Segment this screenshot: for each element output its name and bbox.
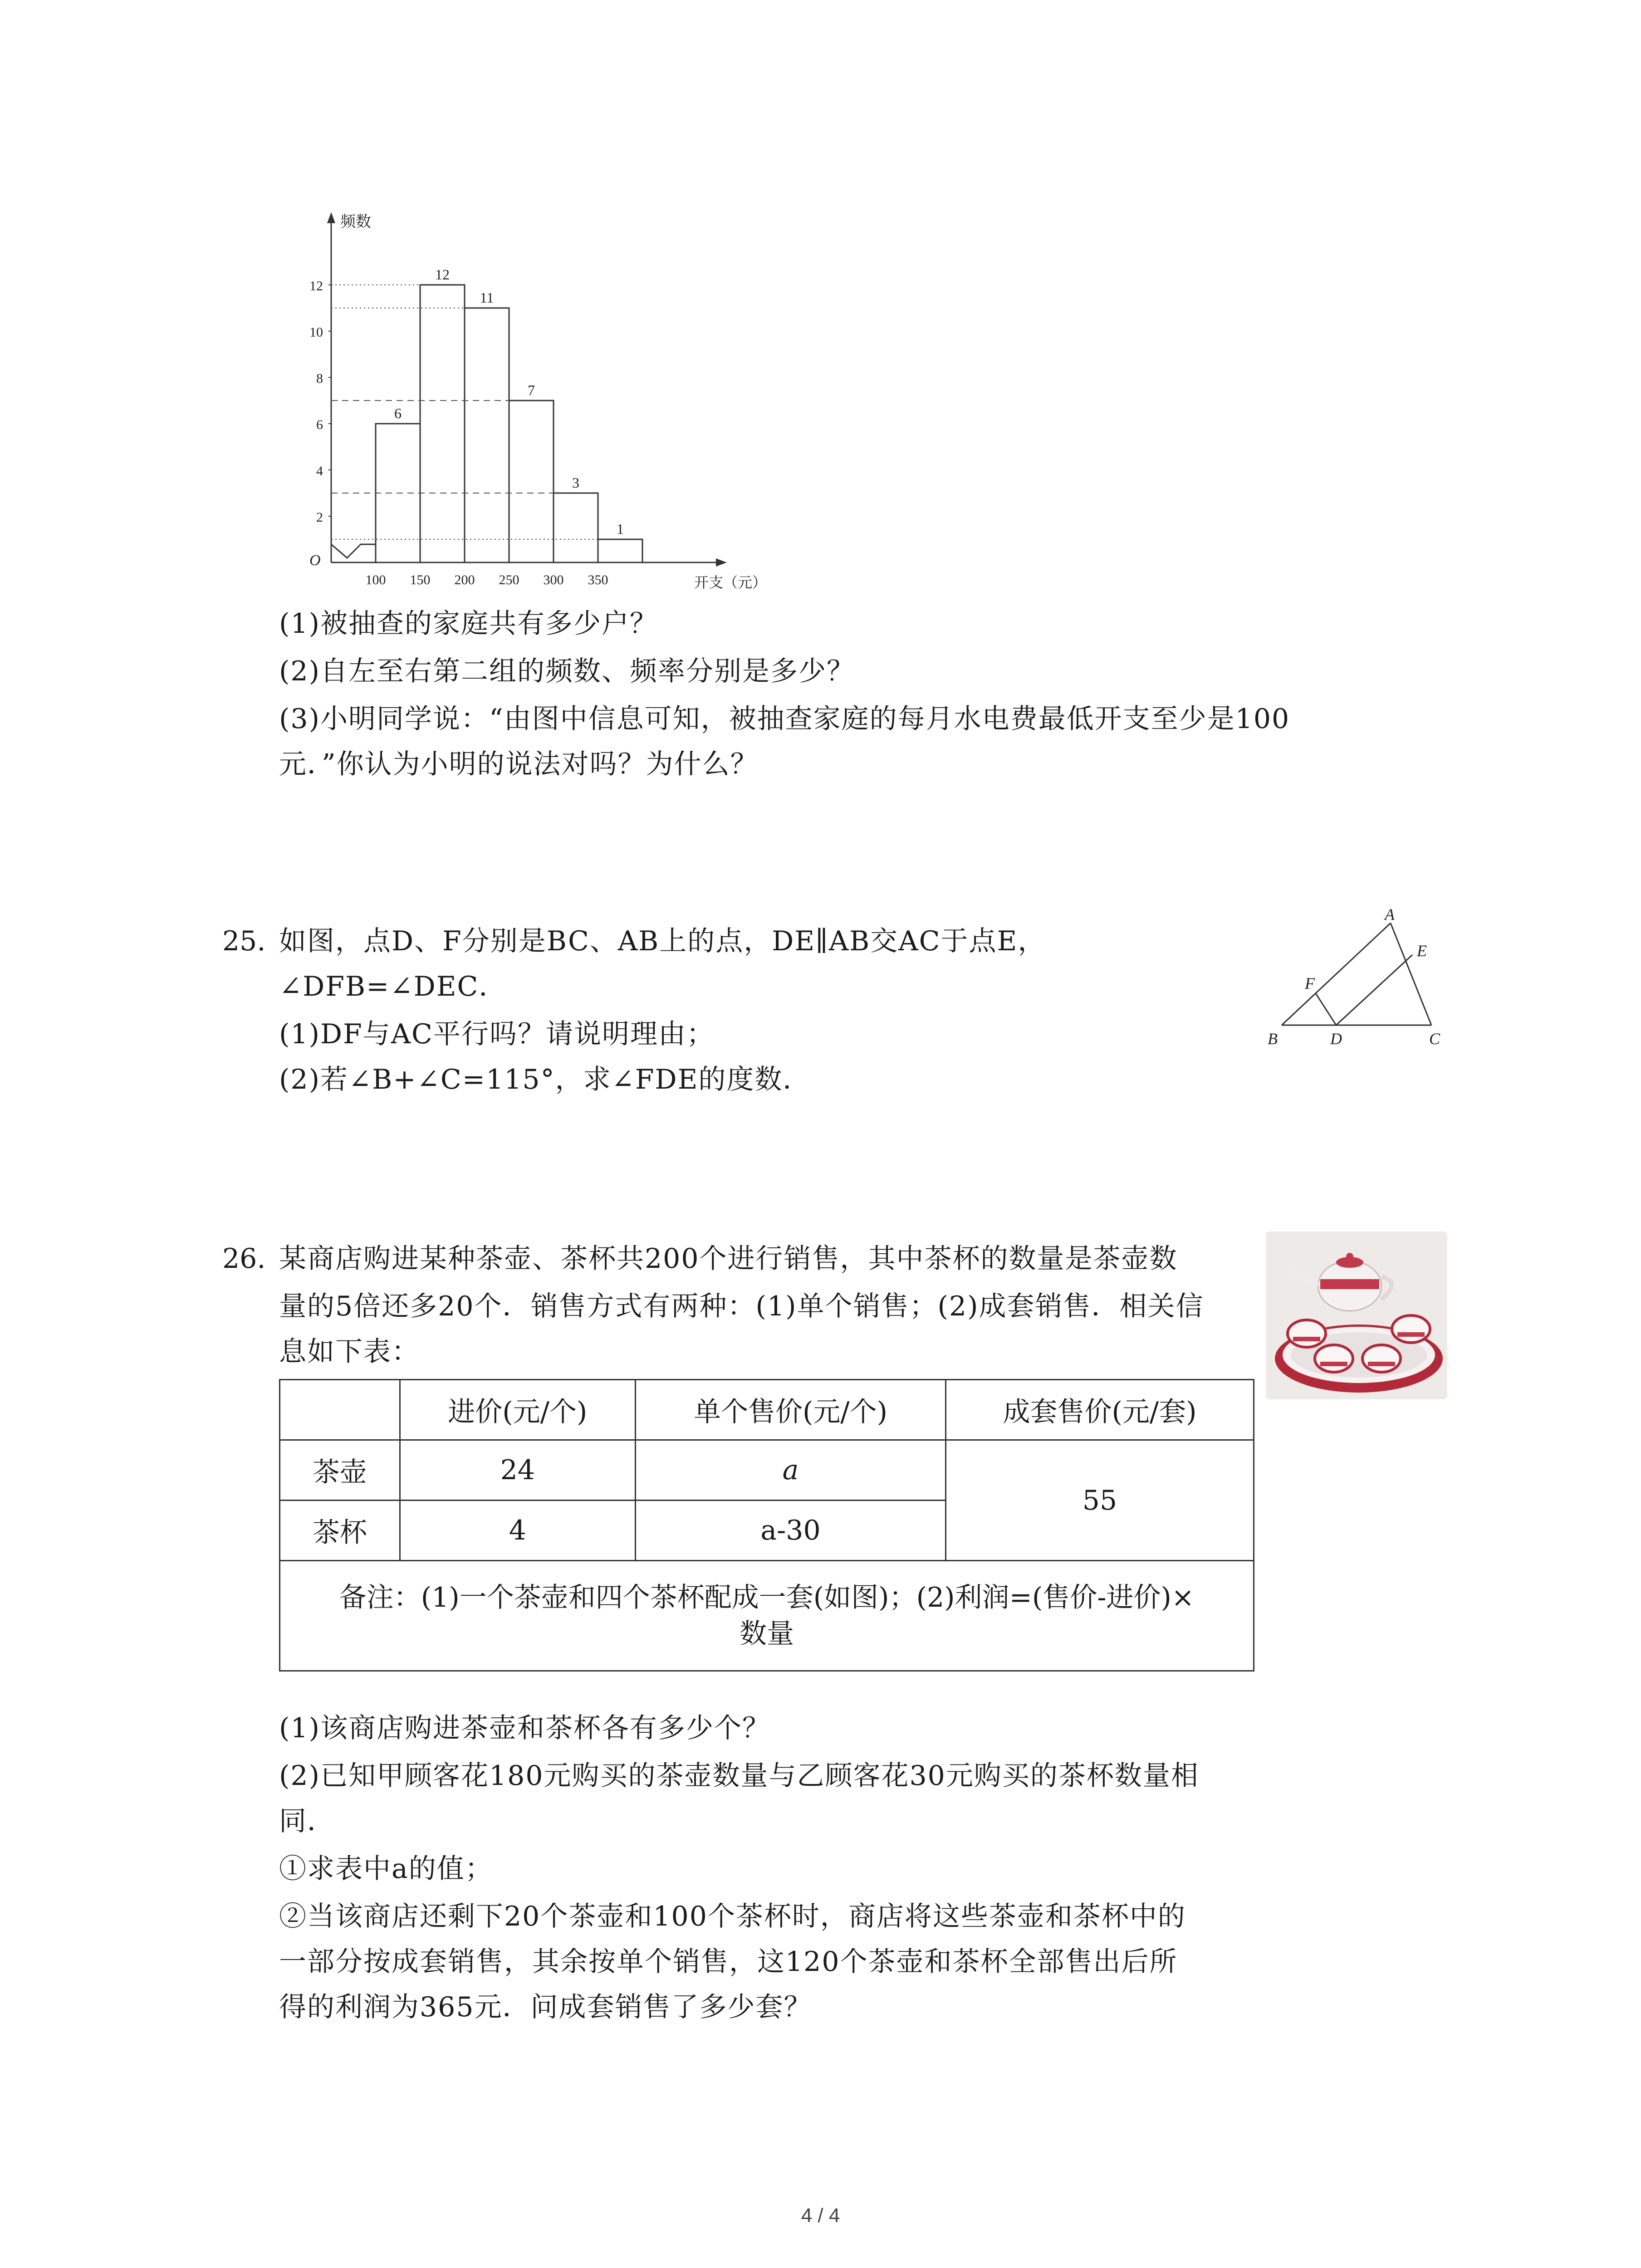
table-note-row [280, 1561, 1254, 1671]
x-tick-label: 150 [410, 572, 431, 587]
bar-value-label: 1 [617, 521, 624, 537]
segment-df [1316, 993, 1336, 1025]
label-f: F [1305, 974, 1315, 992]
teaset-photo [1266, 1232, 1447, 1399]
table-note [280, 1561, 1254, 1671]
q25-stem-line2: ∠DFB=∠DEC． [279, 971, 507, 1002]
histogram-bar [554, 493, 598, 562]
bar-value-label: 12 [435, 266, 450, 283]
axis-break [331, 544, 376, 558]
histogram-chart [272, 204, 817, 603]
x-tick-label: 100 [365, 572, 386, 587]
q26-part2-sub2-line2: 一部分按成套销售，其余按单个销售，这120个茶壶和茶杯全部售出后所 [279, 1946, 1178, 1978]
side-ab [1282, 923, 1391, 1025]
label-d: D [1330, 1030, 1342, 1048]
teapot-cost: 24 [400, 1440, 635, 1501]
price-table [279, 1379, 1254, 1672]
cup-cost: 4 [400, 1501, 635, 1561]
y-axis-label: 频数 [340, 214, 371, 230]
q26-part2-line1: (2)已知甲顾客花180元购买的茶壶数量与乙顾客花30元购买的茶杯数量相 [279, 1760, 1199, 1792]
x-tick-label: 300 [543, 572, 564, 587]
y-tick-label: 8 [316, 371, 323, 386]
histogram-bar [420, 285, 465, 562]
q24-part3-line2: 元．”你认为小明的说法对吗？为什么？ [279, 748, 759, 780]
segment-de [1336, 955, 1412, 1025]
q24-part1: (1)被抽查的家庭共有多少户？ [279, 608, 658, 640]
q25-part1: (1)DF与AC平行吗？请说明理由； [279, 1018, 715, 1050]
x-axis-arrow [716, 558, 727, 567]
x-axis-label: 开支（元） [694, 574, 767, 591]
q24-part2: (2)自左至右第二组的频数、频率分别是多少？ [279, 655, 855, 687]
q26-part1: (1)该商店购进茶壶和茶杯各有多少个？ [279, 1712, 770, 1744]
q26-part2-sub2-line3: 得的利润为365元．问成套销售了多少套？ [279, 1991, 812, 2023]
q25-part2: (2)若∠B+∠C=115°，求∠FDE的度数． [279, 1064, 811, 1095]
note-line2: 数量 [740, 1618, 794, 1650]
table-row [280, 1440, 1254, 1501]
y-axis-arrow [327, 212, 335, 223]
q26-part2-line2: 同． [279, 1805, 335, 1837]
table-corner-cell [280, 1380, 400, 1440]
header-set-price: 成套售价(元/套) [945, 1380, 1254, 1440]
table-header-row [280, 1380, 1254, 1440]
q26-stem-line1: 某商店购进某种茶壶、茶杯共200个进行销售，其中茶杯的数量是茶壶数 [279, 1243, 1178, 1275]
x-tick-label: 350 [588, 572, 608, 587]
x-tick-label: 200 [454, 572, 475, 587]
q26-part2-sub2-line1: ②当该商店还剩下20个茶壶和100个茶杯时，商店将这些茶壶和茶杯中的 [279, 1901, 1186, 1932]
triangle-figure [1261, 903, 1452, 1057]
q25-number: 25. [222, 925, 266, 957]
header-unit-price: 单个售价(元/个) [635, 1380, 945, 1440]
histogram-bar [598, 539, 642, 562]
q26-stem-line3: 息如下表： [279, 1336, 420, 1368]
bar-value-label: 11 [480, 289, 494, 306]
note-line1: 备注：(1)一个茶壶和四个茶杯配成一套(如图)；(2)利润=(售价-进价)× [339, 1582, 1195, 1613]
row-label-cup: 茶杯 [280, 1501, 400, 1561]
header-cost: 进价(元/个) [400, 1380, 635, 1440]
y-tick-label: 6 [316, 417, 323, 432]
origin-label: O [309, 552, 321, 569]
y-tick-label: 10 [309, 325, 323, 340]
histogram-bar [509, 401, 554, 562]
side-ac [1391, 923, 1431, 1025]
label-e: E [1417, 942, 1427, 960]
label-a: A [1385, 905, 1395, 924]
q26-part2-sub1: ①求表中a的值； [279, 1853, 493, 1885]
q24-part3-line1: (3)小明同学说：“由图中信息可知，被抽查家庭的每月水电费最低开支至少是100 [279, 703, 1290, 735]
y-tick-label: 4 [316, 464, 323, 479]
x-tick-label: 250 [499, 572, 519, 587]
histogram-bar [465, 308, 509, 562]
y-tick-label: 2 [316, 510, 323, 525]
q25-stem-line1: 如图，点D、F分别是BC、AB上的点，DE∥AB交AC于点E， [279, 925, 1046, 957]
q26-stem-line2: 量的5倍还多20个．销售方式有两种：(1)单个销售；(2)成套销售．相关信 [279, 1290, 1204, 1322]
bar-value-label: 3 [572, 474, 579, 491]
label-b: B [1268, 1030, 1278, 1048]
q26-number: 26. [222, 1243, 266, 1275]
set-price-cell: 55 [945, 1440, 1254, 1561]
page-number: 4 / 4 [801, 2204, 840, 2227]
cup-price: a-30 [635, 1501, 945, 1561]
label-c: C [1429, 1030, 1440, 1048]
row-label-teapot: 茶壶 [280, 1440, 400, 1501]
teapot-price: a [635, 1440, 945, 1501]
bar-value-label: 6 [394, 405, 402, 421]
y-tick-label: 12 [309, 279, 323, 293]
bar-value-label: 7 [528, 382, 535, 398]
